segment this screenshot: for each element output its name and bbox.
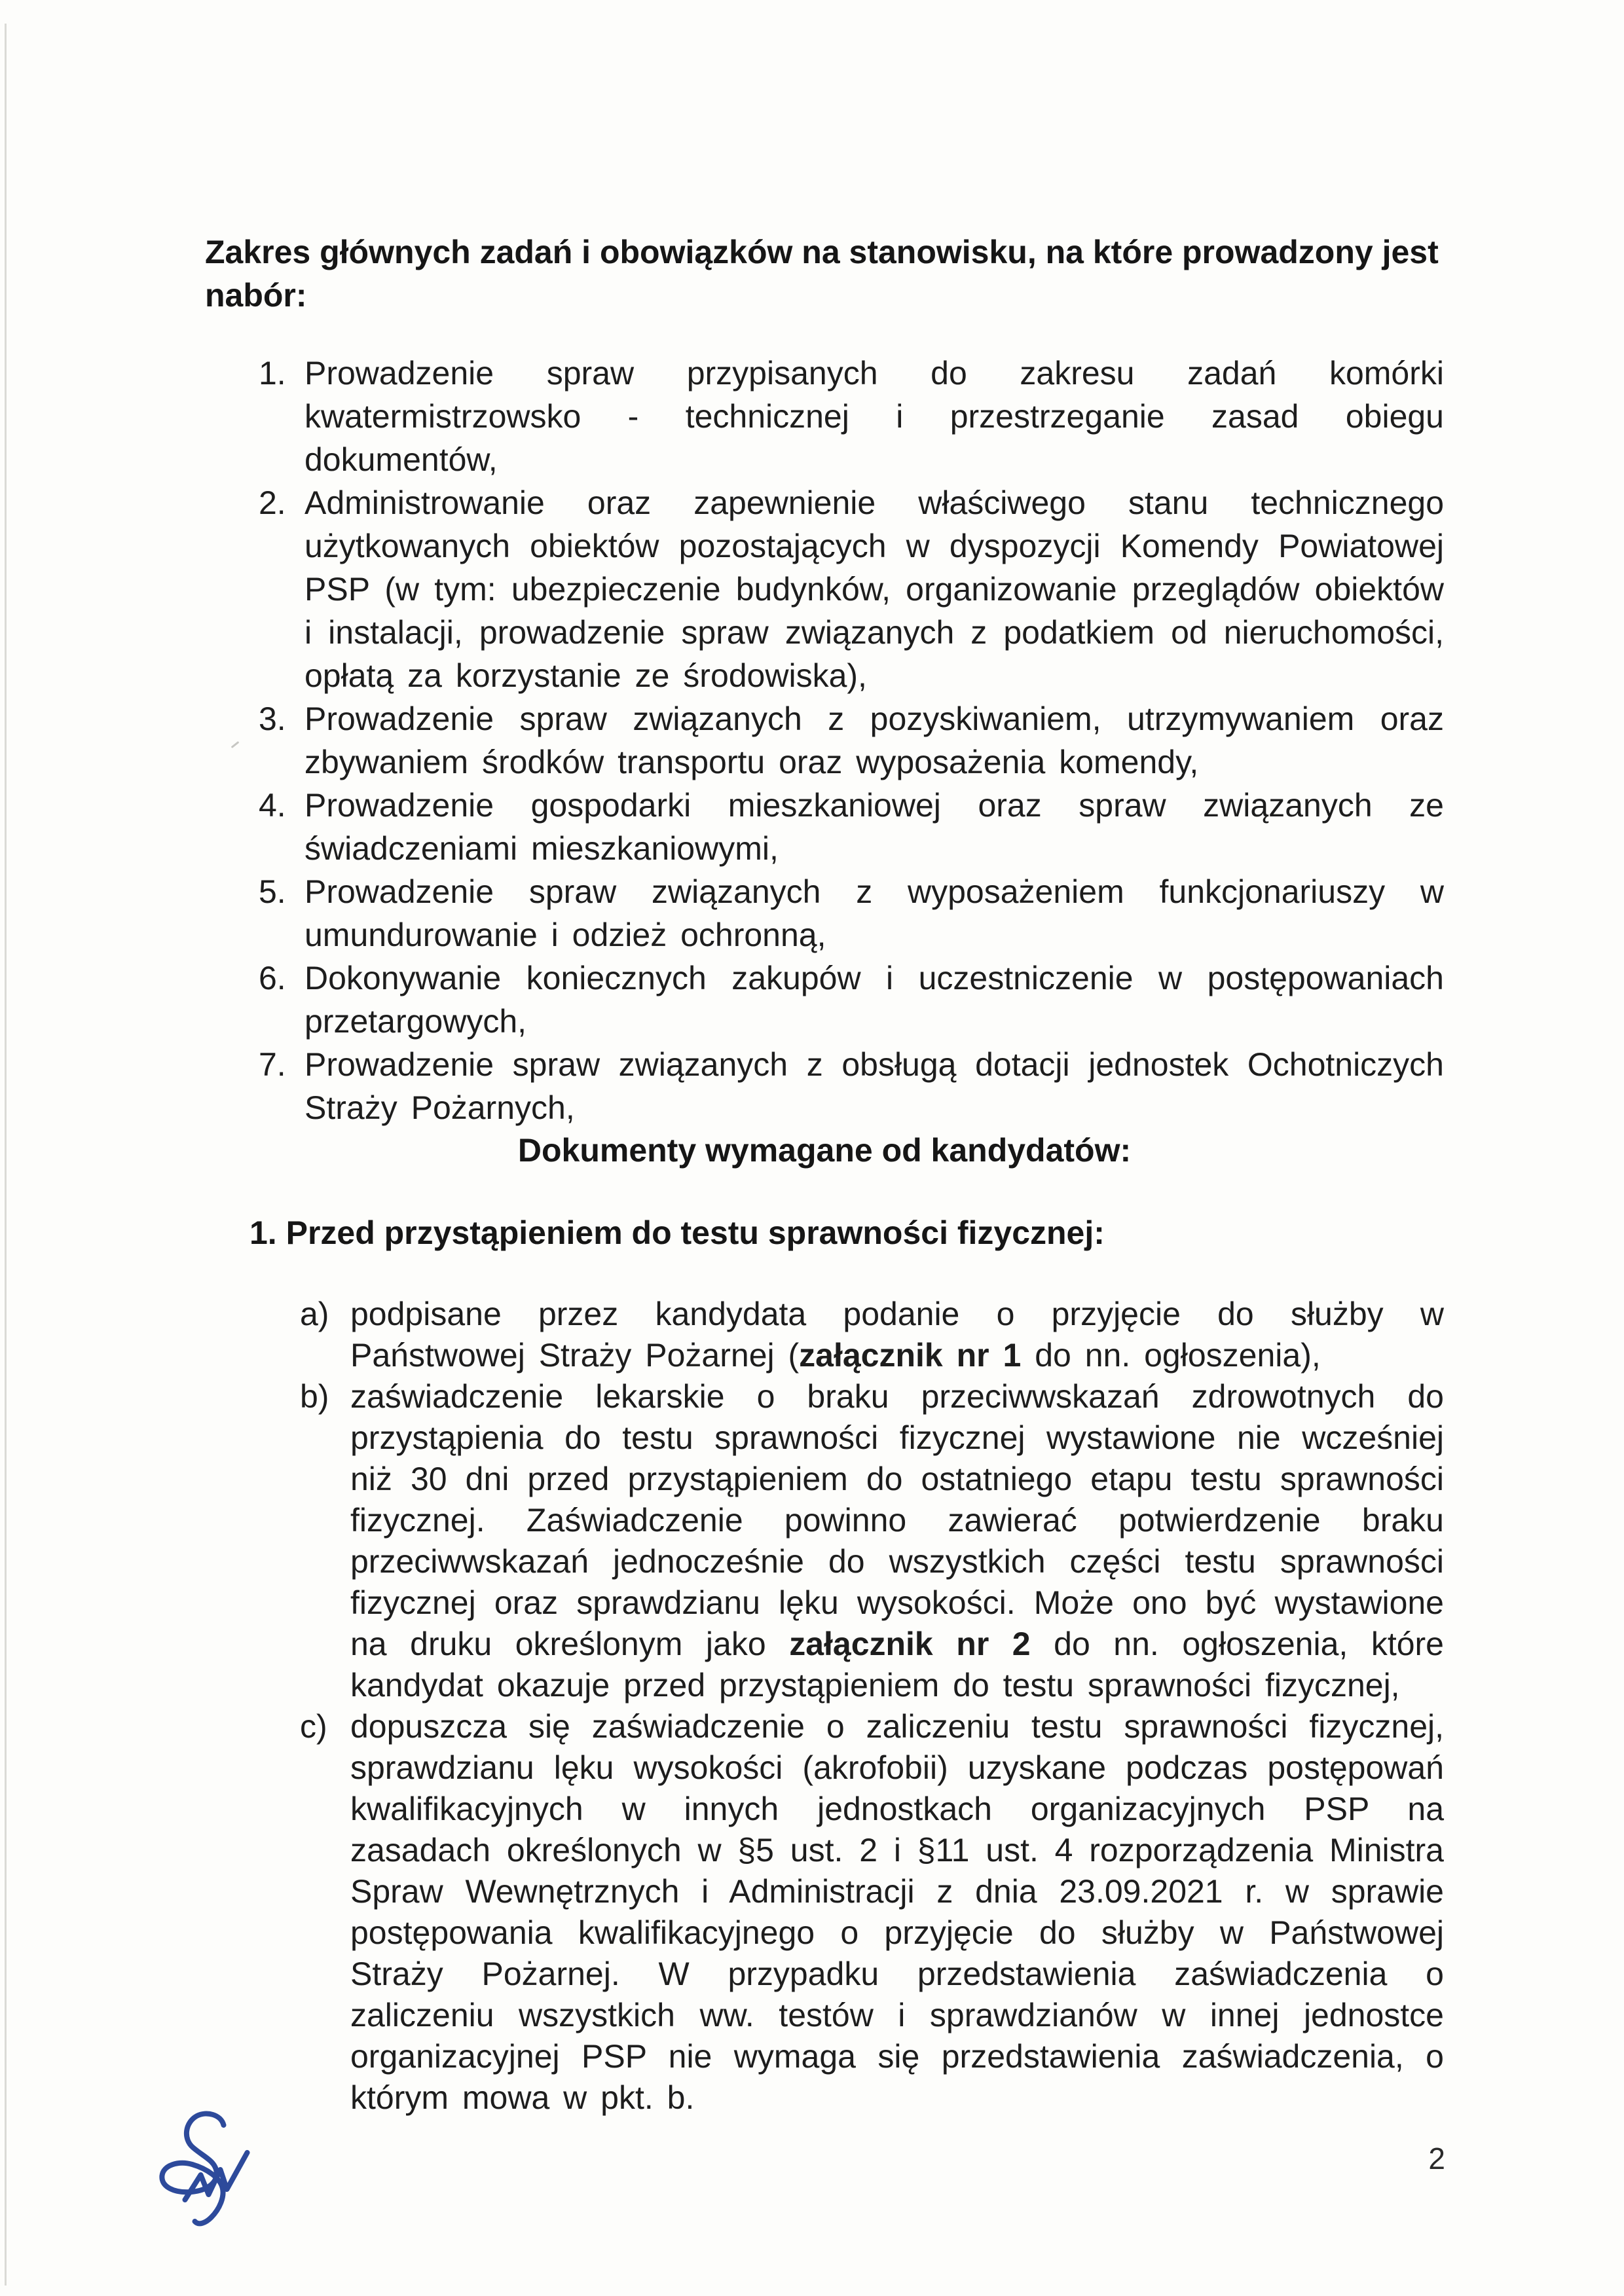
list-item xyxy=(205,1043,1444,1129)
list-item-number: 7. xyxy=(259,1046,286,1083)
list-item-number: 4. xyxy=(259,787,286,824)
signature-s-stroke xyxy=(162,2113,223,2223)
list-item-letter: b) xyxy=(300,1378,329,1415)
list-item-text: Dokonywanie koniecznych zakupów i uczestniczenie w postępowaniach przetargowych, xyxy=(304,960,1444,1040)
list-item xyxy=(205,870,1444,957)
list-item xyxy=(205,352,1444,481)
list-item-text: podpisane przez kandydata podanie o przyjęcie do służby w Państwowej Straży Pożarnej (załącznik nr 1 do nn. ogłoszenia), xyxy=(350,1296,1444,1374)
list-item xyxy=(205,957,1444,1043)
list-item xyxy=(205,784,1444,870)
tasks-list xyxy=(205,352,1444,1129)
documents-list xyxy=(205,1294,1444,2119)
scan-edge-line xyxy=(5,24,7,2286)
list-item xyxy=(205,1294,1444,1376)
page-title: Zakres głównych zadań i obowiązków na stanowisku, na które prowadzony jest nabór: xyxy=(205,234,1439,314)
documents-subheading: 1. Przed przystąpieniem do testu sprawności fizycznej: xyxy=(249,1214,1105,1251)
bold-attachment-ref: załącznik nr 1 xyxy=(799,1337,1022,1374)
list-item-letter: c) xyxy=(300,1708,327,1745)
list-item xyxy=(205,1706,1444,2119)
list-item-letter: a) xyxy=(300,1296,329,1332)
list-item-text: Prowadzenie spraw związanych z pozyskiwaniem, utrzymywaniem oraz zbywaniem środków transportu oraz wyposażenia komendy, xyxy=(304,701,1444,780)
list-item-number: 2. xyxy=(259,484,286,521)
list-item xyxy=(205,697,1444,784)
list-item-text: dopuszcza się zaświadczenie o zaliczeniu testu sprawności fizycznej, sprawdzianu lęku wysokości (akrofobii) uzyskane podczas postępowań kwalifikacyjnych w innych jednostkach organizacyjnych PSP na zasadach określonych w §5 ust. 2 i §11 ust. 4 rozporządzenia Ministra Spraw Wewnętrznych i Administracji z dnia 23.09.2021 r. w sprawie postępowania kwalifikacyjnego o przyjęcie do służby w Państwowej Straży Pożarnej. W przypadku przedstawienia zaświadczenia o zaliczeniu wszystkich ww. testów i sprawdzianów w innej jednostce organizacyjnej PSP nie wymaga się przedstawienia zaświadczenia, o którym mowa w pkt. b. xyxy=(350,1708,1444,2116)
list-item-text: Prowadzenie gospodarki mieszkaniowej oraz spraw związanych ze świadczeniami mieszkaniowymi, xyxy=(304,787,1444,867)
list-item-number: 3. xyxy=(259,701,286,737)
list-item-number: 1. xyxy=(259,355,286,392)
list-item-text: Prowadzenie spraw związanych z wyposażeniem funkcjonariuszy w umundurowanie i odzież ochronną, xyxy=(304,873,1444,953)
list-item xyxy=(205,481,1444,697)
list-item-number: 5. xyxy=(259,873,286,910)
page-number: 2 xyxy=(1428,2141,1445,2176)
documents-heading: Dokumenty wymagane od kandydatów: xyxy=(517,1132,1132,1169)
bold-attachment-ref: załącznik nr 2 xyxy=(789,1626,1031,1662)
list-item-text: zaświadczenie lekarskie o braku przeciwwskazań zdrowotnych do przystąpienia do testu sprawności fizycznej wystawione nie wcześniej niż 30 dni przed przystąpieniem do ostatniego etapu testu sprawności fizycznej. Zaświadczenie powinno zawierać potwierdzenie braku przeciwwskazań jednocześnie do wszystkich części testu sprawności fizycznej oraz sprawdzianu lęku wysokości. Może ono być wystawione na druku określonym jako załącznik nr 2 do nn. ogłoszenia, które kandydat okazuje przed przystąpieniem do testu sprawności fizycznej, xyxy=(350,1378,1444,1704)
signature-initials xyxy=(154,2109,255,2240)
list-item-number: 6. xyxy=(259,960,286,996)
list-item xyxy=(205,1376,1444,1706)
list-item-text: Prowadzenie spraw związanych z obsługą dotacji jednostek Ochotniczych Straży Pożarnych, xyxy=(304,1046,1444,1126)
list-item-text: Prowadzenie spraw przypisanych do zakresu zadań komórki kwatermistrzowsko - technicznej i przestrzeganie zasad obiegu dokumentów, xyxy=(304,355,1444,478)
list-item-text: Administrowanie oraz zapewnienie właściwego stanu technicznego użytkowanych obiektów pozostających w dyspozycji Komendy Powiatowej PSP (w tym: ubezpieczenie budynków, organizowanie przeglądów obiektów i instalacji, prowadzenie spraw związanych z podatkiem od nieruchomości, opłatą za korzystanie ze środowiska), xyxy=(304,484,1444,694)
